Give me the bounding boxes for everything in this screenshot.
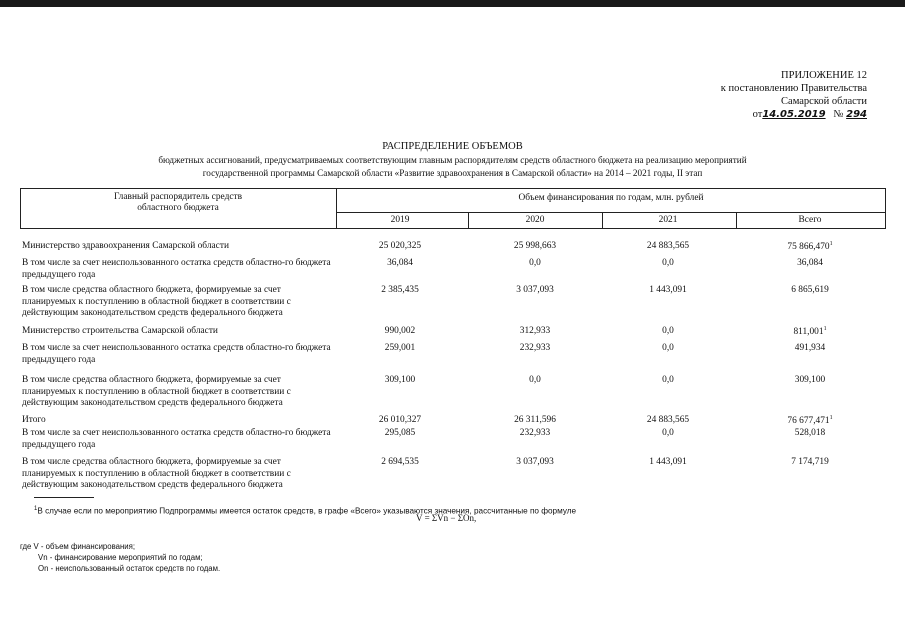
formula: V = ΣVn − ΣOn, bbox=[416, 513, 477, 523]
year-header-2019: 2019 bbox=[390, 215, 410, 225]
cell-2021: 1 443,091 bbox=[649, 285, 687, 295]
cell-total-value: 75 866,470 bbox=[787, 242, 830, 253]
cell-2020: 0,0 bbox=[529, 258, 541, 268]
cell-total-value: 811,001 bbox=[793, 327, 824, 338]
footnote bbox=[34, 506, 576, 516]
table-left-border bbox=[20, 188, 21, 229]
cell-2021: 0,0 bbox=[662, 258, 674, 268]
appendix-region: Самарской области bbox=[781, 96, 867, 107]
row-label: В том числе средства областного бюджета, формируемые за счет планируемых к поступлению в областной бюджет в соответствии с действующим законодательством средств федерального бюджета bbox=[22, 457, 291, 490]
col1-header-line1: Главный распорядитель средств bbox=[113, 192, 243, 202]
footnote-text: В случае если по мероприятию Подпрограммы имеется остаток средств, в графе «Всего» указываются значения, рассчитанные по формуле bbox=[37, 506, 577, 516]
years-separator bbox=[336, 212, 886, 213]
legend-line-1: где V - объем финансирования; bbox=[20, 542, 136, 551]
cell-2019: 26 010,327 bbox=[378, 415, 422, 425]
cell-total: 309,100 bbox=[794, 375, 826, 385]
document-subtitle-1: бюджетных ассигнований, предусматриваемых соответствующим главным распорядителям средств областного бюджета на реализацию мероприятий bbox=[158, 155, 747, 165]
cell-total bbox=[755, 415, 865, 426]
row-label: Итого bbox=[22, 415, 46, 425]
cell-2019: 309,100 bbox=[384, 375, 416, 385]
appendix-title: ПРИЛОЖЕНИЕ 12 bbox=[781, 70, 867, 81]
date-value: 14.05.2019 bbox=[762, 109, 826, 120]
cell-2019: 2 385,435 bbox=[381, 285, 419, 295]
cell-2019: 295,085 bbox=[384, 428, 416, 438]
year-header-total: Всего bbox=[798, 215, 822, 225]
cell-total bbox=[755, 241, 865, 252]
col1-header-line2: областного бюджета bbox=[137, 203, 219, 213]
col-2021-divider bbox=[736, 212, 737, 229]
cell-2021: 0,0 bbox=[662, 375, 674, 385]
footnote-ref: 1 bbox=[829, 241, 833, 247]
cell-total: 36,084 bbox=[797, 258, 823, 268]
cell-2020: 312,933 bbox=[519, 326, 551, 336]
cell-2019: 36,084 bbox=[387, 258, 413, 268]
footnote-ref: 1 bbox=[829, 415, 833, 421]
document-subtitle-2: государственной программы Самарской области «Развитие здравоохранения в Самарской области» на 2014 – 2021 годы, II этап bbox=[202, 168, 703, 178]
cell-total-value: 76 677,471 bbox=[787, 416, 830, 427]
cell-total: 6 865,619 bbox=[791, 285, 829, 295]
group-header: Объем финансирования по годам, млн. рублей bbox=[518, 193, 704, 203]
number-prefix: № bbox=[833, 109, 844, 120]
col-2019-divider bbox=[468, 212, 469, 229]
year-header-2021: 2021 bbox=[658, 215, 678, 225]
cell-total: 7 174,719 bbox=[791, 457, 829, 467]
footnote-marker: 1 bbox=[34, 506, 38, 512]
cell-2019: 25 020,325 bbox=[378, 241, 422, 251]
cell-2021: 1 443,091 bbox=[649, 457, 687, 467]
legend-line-3: On - неиспользованный остаток средств по годам. bbox=[38, 564, 221, 573]
scan-top-border bbox=[0, 0, 905, 7]
cell-2021: 0,0 bbox=[662, 326, 674, 336]
row-label: В том числе средства областного бюджета, формируемые за счет планируемых к поступлению в областной бюджет в соответствии с действующим законодательством средств федерального бюджета bbox=[22, 285, 291, 318]
cell-2020: 25 998,663 bbox=[513, 241, 557, 251]
row-label: В том числе за счет неиспользованного остатка средств областно-го бюджета предыдущего года bbox=[22, 428, 331, 450]
cell-2020: 232,933 bbox=[519, 343, 551, 353]
cell-total bbox=[755, 326, 865, 337]
appendix-date-line bbox=[721, 108, 867, 121]
footnote-separator bbox=[34, 497, 94, 498]
cell-total: 491,934 bbox=[794, 343, 826, 353]
cell-2020: 0,0 bbox=[529, 375, 541, 385]
appendix-resolution: к постановлению Правительства bbox=[720, 83, 867, 94]
legend-line-2: Vn - финансирование мероприятий по годам; bbox=[38, 553, 203, 562]
row-label: В том числе средства областного бюджета, формируемые за счет планируемых к поступлению в областной бюджет в соответствии с действующим законодательством средств федерального бюджета bbox=[22, 375, 291, 408]
row-label: Министерство здравоохранения Самарской области bbox=[22, 241, 229, 251]
row-label: Министерство строительства Самарской области bbox=[22, 326, 218, 336]
cell-2019: 990,002 bbox=[384, 326, 416, 336]
year-header-2020: 2020 bbox=[525, 215, 545, 225]
cell-2021: 24 883,565 bbox=[646, 241, 690, 251]
cell-2021: 0,0 bbox=[662, 343, 674, 353]
cell-2020: 3 037,093 bbox=[516, 285, 554, 295]
cell-total: 528,018 bbox=[794, 428, 826, 438]
cell-2019: 259,001 bbox=[384, 343, 416, 353]
col-2020-divider bbox=[602, 212, 603, 229]
document-title: РАСПРЕДЕЛЕНИЕ ОБЪЕМОВ bbox=[382, 141, 523, 152]
col1-header bbox=[22, 192, 334, 214]
cell-2020: 232,933 bbox=[519, 428, 551, 438]
row-label: В том числе за счет неиспользованного остатка средств областно-го бюджета предыдущего года bbox=[22, 258, 331, 280]
row-label: В том числе за счет неиспользованного остатка средств областно-го бюджета предыдущего года bbox=[22, 343, 331, 365]
footnote-ref: 1 bbox=[823, 326, 827, 332]
cell-2019: 2 694,535 bbox=[381, 457, 419, 467]
cell-2021: 24 883,565 bbox=[646, 415, 690, 425]
cell-2021: 0,0 bbox=[662, 428, 674, 438]
cell-2020: 26 311,596 bbox=[514, 415, 556, 425]
header-bottom-border bbox=[20, 228, 886, 229]
date-prefix: от bbox=[752, 109, 763, 120]
table-top-border bbox=[20, 188, 886, 189]
appendix-header bbox=[721, 69, 867, 121]
number-value: 294 bbox=[846, 109, 867, 120]
cell-2020: 3 037,093 bbox=[516, 457, 554, 467]
